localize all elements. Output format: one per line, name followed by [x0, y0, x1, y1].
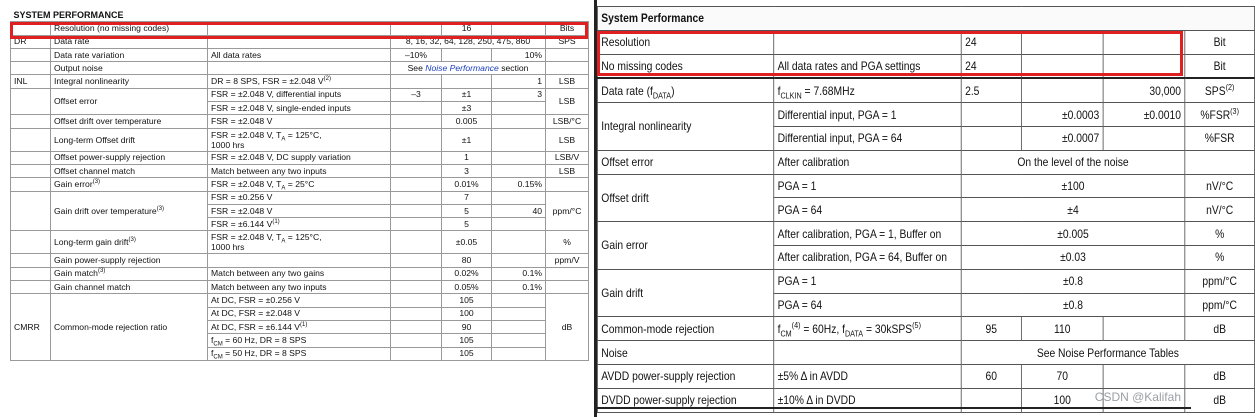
lt-symbol [11, 22, 51, 35]
lt-min: –10% [391, 48, 442, 61]
lt-condition: FSR = ±2.048 V [208, 204, 391, 217]
lt-max [492, 102, 546, 115]
lt-condition: FSR = ±2.048 V, single-ended inputs [208, 102, 391, 115]
lt-symbol [11, 281, 51, 294]
right-spec-table [597, 6, 1255, 413]
lt-max [492, 218, 546, 231]
lt-symbol [11, 231, 51, 254]
lt-parameter: Long-term gain drift$^{(3)}$ [51, 231, 208, 254]
lt-typ [442, 75, 492, 88]
left-table-row [11, 128, 589, 151]
left-table-row [11, 115, 589, 128]
rt-row-nmc: No missing codes All data rates and PGA settings 24 Bit [597, 54, 1254, 78]
lt-unit: LSB [546, 75, 589, 88]
lt-max [492, 164, 546, 177]
lt-max [492, 128, 546, 151]
lt-typ: 7 [442, 191, 492, 204]
lt-condition: FSR = ±2.048 V, DC supply variation [208, 151, 391, 164]
lt-max: 1 [492, 75, 546, 88]
lt-max [492, 151, 546, 164]
lt-min [391, 281, 442, 294]
lt-min [391, 102, 442, 115]
rt-row-inl: Integral nonlinearity Differential input, PGA = 1 ±0.0003 ±0.0010 %FSR$^{(3)}$ [597, 103, 1254, 127]
lt-condition: Match between any two gains [208, 267, 391, 280]
lt-condition: Match between any two inputs [208, 281, 391, 294]
lt-condition [208, 22, 391, 35]
lt-symbol [11, 191, 51, 231]
lt-max: 40 [492, 204, 546, 217]
lt-parameter: Integral nonlinearity [51, 75, 208, 88]
lt-condition: FSR = ±2.048 V, differential inputs [208, 88, 391, 101]
lt-unit: Bits [546, 22, 589, 35]
lt-typ: 80 [442, 254, 492, 267]
lt-typ: 16 [442, 22, 492, 35]
left-table-row [11, 254, 589, 267]
lt-symbol [11, 88, 51, 115]
rt-row-cmr: Common-mode rejection $f_{CM}^{(4)} = 60Hz$, $f_{DATA}$ = 30kSPS$^{(5)}$ 95 110 dB [597, 317, 1254, 341]
lt-condition: At DC, FSR = ±2.048 V [208, 307, 391, 320]
lt-symbol [11, 115, 51, 128]
left-table-row [11, 191, 589, 204]
lt-typ: 3 [442, 164, 492, 177]
lt-typ: 8, 16, 32, 64, 128, 250, 475, 860 [391, 35, 546, 48]
left-table-row [11, 267, 589, 280]
lt-typ: 1 [442, 151, 492, 164]
lt-typ: 0.05% [442, 281, 492, 294]
lt-typ: ±1 [442, 88, 492, 101]
lt-min [391, 204, 442, 217]
lt-symbol [11, 267, 51, 280]
lt-parameter: Data rate variation [51, 48, 208, 61]
lt-symbol: CMRR [11, 294, 51, 360]
lt-min [391, 231, 442, 254]
rt-row-gain-drift: Gain drift PGA = 1 ±0.8 ppm/°C [597, 269, 1254, 293]
lt-typ: 5 [442, 218, 492, 231]
lt-symbol: INL [11, 75, 51, 88]
lt-unit: % [546, 231, 589, 254]
lt-parameter: Gain match$^{(3)}$ [51, 267, 208, 280]
lt-condition: All data rates [208, 48, 391, 61]
lt-min [391, 151, 442, 164]
lt-min [391, 128, 442, 151]
lt-unit [546, 267, 589, 280]
rt-row-inl2: Differential input, PGA = 64 ±0.0007 %FSR [597, 126, 1254, 150]
lt-typ: See Noise Performance section [391, 62, 546, 75]
lt-typ: 0.005 [442, 115, 492, 128]
lt-condition: At DC, FSR = ±6.144 $V^{(1)}$ [208, 320, 391, 333]
lt-unit: LSB [546, 128, 589, 151]
lt-parameter: Gain drift over temperature$^{(3)}$ [51, 191, 208, 231]
lt-typ: ±3 [442, 102, 492, 115]
lt-condition: Match between any two inputs [208, 164, 391, 177]
left-table-row [11, 75, 589, 88]
lt-parameter: Gain error$^{(3)}$ [51, 178, 208, 191]
lt-min [391, 115, 442, 128]
lt-min [391, 334, 442, 347]
rt-row-datarate: Data rate $(f_{DATA})$ $f_{CLKIN} = 7.68MHz$ 2.5 30,000 SPS$^{(2)}$ [597, 78, 1254, 102]
lt-typ: 105 [442, 334, 492, 347]
lt-condition: DR = 8 SPS, FSR = ±2.048 $V^{(2)}$ [208, 75, 391, 88]
right-table-title: System Performance [597, 7, 1254, 31]
lt-min [391, 254, 442, 267]
lt-parameter: Offset power-supply rejection [51, 151, 208, 164]
lt-typ: ±0.05 [442, 231, 492, 254]
lt-condition: FSR = ±2.048 V, $T_A = 25^\circ C$ [208, 178, 391, 191]
left-table-row [11, 281, 589, 294]
lt-typ: 105 [442, 294, 492, 307]
bottom-rule [597, 407, 1191, 409]
rt-row-avdd: AVDD power-supply rejection ±5% Δ in AVDD 60 70 dB [597, 364, 1254, 388]
lt-condition: FSR = ±2.048 V, $T_A = 125^\circ C$, 1000 hrs [208, 128, 391, 151]
lt-max: 3 [492, 88, 546, 101]
lt-parameter: Gain power-supply rejection [51, 254, 208, 267]
left-table-row [11, 151, 589, 164]
lt-min [391, 320, 442, 333]
lt-max: 0.1% [492, 267, 546, 280]
lt-unit [546, 281, 589, 294]
lt-unit [546, 48, 589, 61]
left-table-row [11, 178, 589, 191]
lt-condition: FSR = ±6.144 $V^{(1)}$ [208, 218, 391, 231]
lt-condition: FSR = ±0.256 V [208, 191, 391, 204]
lt-unit: ppm/°C [546, 191, 589, 231]
watermark: CSDN @Kalifah [1094, 390, 1181, 404]
lt-max [492, 254, 546, 267]
lt-typ: 0.01% [442, 178, 492, 191]
lt-parameter: Common-mode rejection ratio [51, 294, 208, 360]
rt-row-offset-drift2: PGA = 64 ±4 nV/°C [597, 198, 1254, 222]
lt-condition: $f_{CM} = 60$ Hz, DR = 8 SPS [208, 334, 391, 347]
lt-unit: LSB [546, 88, 589, 115]
rt-row-offset-error: Offset error After calibration On the level of the noise [597, 150, 1254, 174]
left-table-row [11, 48, 589, 61]
lt-condition [208, 254, 391, 267]
left-table-row [11, 294, 589, 307]
lt-condition: FSR = ±2.048 V [208, 115, 391, 128]
lt-symbol [11, 48, 51, 61]
rt-row-gain-error: Gain error After calibration, PGA = 1, Buffer on ±0.005 % [597, 222, 1254, 246]
lt-unit: ppm/V [546, 254, 589, 267]
lt-typ: 100 [442, 307, 492, 320]
lt-symbol [11, 178, 51, 191]
lt-max [492, 347, 546, 360]
lt-min [391, 307, 442, 320]
lt-min [391, 347, 442, 360]
lt-max [492, 307, 546, 320]
lt-typ: 90 [442, 320, 492, 333]
lt-max [492, 320, 546, 333]
lt-unit: dB [546, 294, 589, 360]
lt-symbol [11, 62, 51, 75]
lt-min [391, 178, 442, 191]
lt-max [492, 294, 546, 307]
rt-row-offset-drift: Offset drift PGA = 1 ±100 nV/°C [597, 174, 1254, 198]
lt-min: –3 [391, 88, 442, 101]
lt-condition: FSR = ±2.048 V, $T_A = 125^\circ C$, 1000 hrs [208, 231, 391, 254]
lt-max [492, 22, 546, 35]
lt-unit: LSB/V [546, 151, 589, 164]
lt-typ: 5 [442, 204, 492, 217]
lt-symbol [11, 164, 51, 177]
left-table-row [11, 62, 589, 75]
lt-unit [546, 62, 589, 75]
lt-parameter: Long-term Offset drift [51, 128, 208, 151]
lt-min [391, 164, 442, 177]
lt-typ: 0.02% [442, 267, 492, 280]
left-table-row [11, 22, 589, 35]
lt-max: 0.1% [492, 281, 546, 294]
left-table-title: SYSTEM PERFORMANCE [11, 9, 589, 22]
lt-max [492, 115, 546, 128]
lt-parameter: Output noise [51, 62, 208, 75]
rt-row-dvdd: DVDD power-supply rejection ±10% Δ in DVDD 100 dB [597, 388, 1254, 412]
lt-min [391, 75, 442, 88]
left-table-row [11, 231, 589, 254]
lt-parameter: Offset drift over temperature [51, 115, 208, 128]
lt-max: 0.15% [492, 178, 546, 191]
lt-condition: $f_{CM} = 50$ Hz, DR = 8 SPS [208, 347, 391, 360]
lt-max [492, 191, 546, 204]
lt-typ: ±1 [442, 128, 492, 151]
lt-typ: 105 [442, 347, 492, 360]
lt-parameter: Offset error [51, 88, 208, 115]
lt-unit: SPS [546, 35, 589, 48]
lt-typ [442, 48, 492, 61]
lt-max: 10% [492, 48, 546, 61]
left-spec-table [10, 9, 589, 361]
lt-parameter: Offset channel match [51, 164, 208, 177]
lt-min [391, 22, 442, 35]
left-table-row [11, 35, 589, 48]
left-table-row [11, 164, 589, 177]
lt-min [391, 267, 442, 280]
lt-symbol [11, 128, 51, 151]
lt-max [492, 231, 546, 254]
rt-row-noise: Noise See Noise Performance Tables [597, 341, 1254, 365]
lt-symbol [11, 254, 51, 267]
rt-row-resolution: Resolution 24 Bit [597, 30, 1254, 54]
lt-parameter: Gain channel match [51, 281, 208, 294]
rt-row-gain-error2: After calibration, PGA = 64, Buffer on ±0.03 % [597, 245, 1254, 269]
lt-parameter: Data rate [51, 35, 208, 48]
lt-unit [546, 178, 589, 191]
rt-row-gain-drift2: PGA = 64 ±0.8 ppm/°C [597, 293, 1254, 317]
left-table-title-row [11, 9, 589, 22]
lt-min [391, 294, 442, 307]
lt-condition: At DC, FSR = ±0.256 V [208, 294, 391, 307]
left-table-row [11, 88, 589, 101]
lt-max [492, 334, 546, 347]
lt-symbol [11, 151, 51, 164]
lt-parameter: Resolution (no missing codes) [51, 22, 208, 35]
lt-min [391, 191, 442, 204]
lt-symbol: DR [11, 35, 51, 48]
lt-min [391, 218, 442, 231]
lt-unit: LSB/°C [546, 115, 589, 128]
lt-unit: LSB [546, 164, 589, 177]
